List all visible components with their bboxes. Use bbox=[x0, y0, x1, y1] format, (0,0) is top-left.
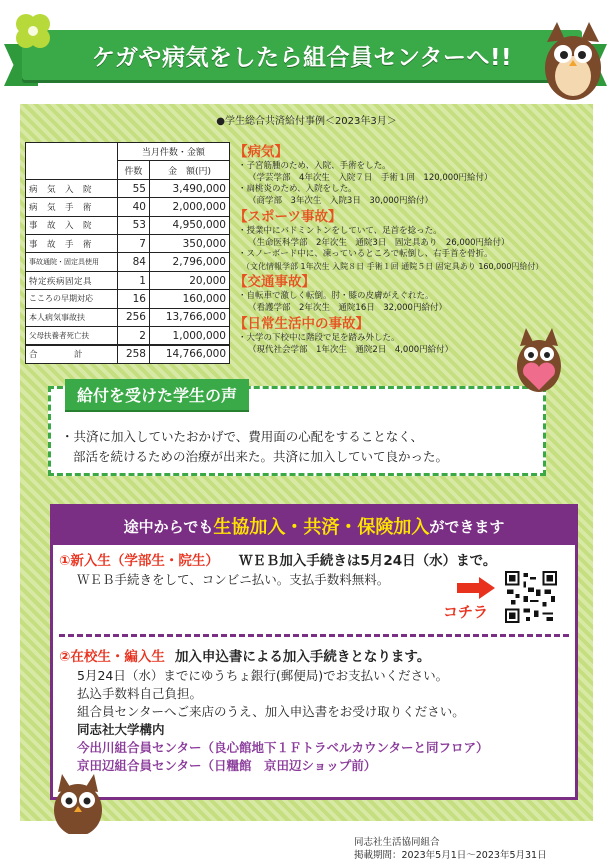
table-row bbox=[26, 290, 230, 308]
header-banner bbox=[22, 30, 582, 80]
example-detail: （学芸学部 4年次生 入院７日 手術１回 120,000円給付） bbox=[248, 172, 493, 183]
table-row bbox=[26, 216, 230, 234]
current-student-label: ②在校生・編入生 bbox=[59, 649, 165, 665]
current-student-title bbox=[59, 647, 569, 667]
new-student-title bbox=[59, 551, 569, 571]
table-row bbox=[26, 198, 230, 216]
web-deadline: ＷＥＢ加入手続きは5月24日（水）まで。 bbox=[238, 553, 497, 569]
example-detail: （文化情報学部 1年次生 入院８日 手術１回 通院５日 固定具あり 160,000円給付） bbox=[242, 261, 544, 271]
total-label: 合 計 bbox=[26, 345, 118, 364]
row-label: 本人病気事故扶 bbox=[26, 308, 118, 326]
category-heading-sports: 【スポーツ事故】 bbox=[234, 209, 342, 225]
campus-label: 同志社大学構内 bbox=[77, 722, 165, 737]
row-label: 父母扶養者死亡扶 bbox=[26, 327, 118, 345]
row-label: 事 故 入 院 bbox=[26, 216, 118, 234]
example-line: ・スノーボード中に、凍っているところで転倒し、右手首を骨折。 bbox=[238, 249, 493, 259]
row-count: 55 bbox=[117, 179, 149, 197]
row-count: 40 bbox=[117, 198, 149, 216]
example-detail: （商学部 3年次生 入院3日 30,000円給付） bbox=[248, 195, 434, 206]
example-line: ・大学の下校中に階段で足を踏み外した。 bbox=[238, 333, 400, 343]
example-detail: （看護学部 2年次生 通院16日 32,000円給付） bbox=[248, 302, 447, 313]
example-line: ・自転車で激しく転倒。肘・膝の皮膚がえぐれた。 bbox=[238, 291, 434, 301]
table-total-row bbox=[26, 345, 230, 364]
footer bbox=[354, 836, 547, 862]
new-student-section bbox=[59, 551, 569, 637]
join-info-box bbox=[50, 504, 578, 800]
row-amount: 3,490,000 bbox=[149, 179, 229, 197]
visit-note: 組合員センターへご来店のうえ、加入申込書をお受け取りください。 bbox=[77, 704, 465, 719]
application-form-note: 加入申込書による加入手続きとなります。 bbox=[174, 649, 431, 665]
row-amount: 4,950,000 bbox=[149, 216, 229, 234]
table-header-row bbox=[26, 143, 230, 161]
benefit-cases-table bbox=[25, 142, 230, 364]
col-amount-header: 金 額(円) bbox=[149, 161, 229, 179]
table-row bbox=[26, 308, 230, 326]
table-header-group: 当月件数・金額 bbox=[117, 143, 229, 161]
category-heading-traffic: 【交通事故】 bbox=[234, 274, 315, 290]
row-count: 7 bbox=[117, 235, 149, 253]
voice-box-tag: 給付を受けた学生の声 bbox=[65, 379, 249, 410]
imadegawa-center: 今出川組合員センター（良心館地下１Ｆトラベルカウンターと同フロア） bbox=[77, 740, 489, 755]
footer-period: 掲載期間：2023年5月1日～2023年5月31日 bbox=[354, 850, 547, 861]
student-voice-box bbox=[48, 386, 546, 476]
row-label: 事 故 手 術 bbox=[26, 235, 118, 253]
page-title: ケガや病気をしたら組合員センターへ!! bbox=[91, 44, 513, 71]
table-row bbox=[26, 327, 230, 345]
row-label: 事故通院・固定具使用 bbox=[26, 253, 118, 271]
qr-code-icon[interactable] bbox=[505, 571, 557, 623]
table-row bbox=[26, 235, 230, 253]
row-amount: 160,000 bbox=[149, 290, 229, 308]
row-amount: 2,796,000 bbox=[149, 253, 229, 271]
total-amount: 14,766,000 bbox=[149, 345, 229, 364]
example-line: ・授業中にバドミントンをしていて、足首を捻った。 bbox=[238, 226, 442, 236]
row-amount: 2,000,000 bbox=[149, 198, 229, 216]
voice-line: 部活を続けるための治療が出来た。共済に加入していて良かった。 bbox=[73, 449, 449, 464]
new-student-label: ①新入生（学部生・院生） bbox=[59, 553, 219, 569]
join-head-pre: 途中からでも bbox=[123, 517, 214, 536]
row-count: 16 bbox=[117, 290, 149, 308]
row-count: 1 bbox=[117, 271, 149, 289]
total-count: 258 bbox=[117, 345, 149, 364]
row-amount: 20,000 bbox=[149, 271, 229, 289]
payment-deadline: 5月24日（水）までにゆうちょ銀行(郵便局)でお支払いください。 bbox=[77, 668, 449, 683]
row-count: 256 bbox=[117, 308, 149, 326]
row-count: 53 bbox=[117, 216, 149, 234]
fee-note: 払込手数料自己負担。 bbox=[77, 686, 203, 701]
table-corner bbox=[26, 143, 118, 180]
row-label: 特定疾病固定具 bbox=[26, 271, 118, 289]
qr-link-label[interactable]: コチラ bbox=[443, 603, 489, 621]
voice-text bbox=[61, 427, 448, 467]
row-label: 病 気 手 術 bbox=[26, 198, 118, 216]
row-count: 84 bbox=[117, 253, 149, 271]
owl-with-heart-icon bbox=[508, 320, 570, 398]
table-row bbox=[26, 179, 230, 197]
row-label: こころの早期対応 bbox=[26, 290, 118, 308]
example-line: ・扁桃炎のため、入院をした。 bbox=[238, 184, 357, 194]
main-panel bbox=[20, 104, 593, 821]
col-count-header: 件数 bbox=[117, 161, 149, 179]
row-count: 2 bbox=[117, 327, 149, 345]
example-detail: （生命医科学部 2年次生 通院3日 固定具あり 26,000円給付） bbox=[248, 237, 510, 248]
section-subtitle: ●学生総合共済給付事例＜2023年3月＞ bbox=[216, 116, 397, 127]
voice-line: ・共済に加入していたおかげで、費用面の心配をすることなく、 bbox=[61, 429, 424, 444]
example-detail: （現代社会学部 1年次生 通院2日 4,000円給付） bbox=[248, 344, 454, 355]
owl-peeking-icon bbox=[48, 770, 108, 834]
table-row bbox=[26, 271, 230, 289]
table-row bbox=[26, 253, 230, 271]
current-student-section bbox=[59, 647, 569, 775]
owl-mascot-icon bbox=[537, 14, 609, 104]
arrow-right-icon bbox=[457, 577, 495, 599]
join-box-header bbox=[53, 507, 575, 545]
row-amount: 13,766,000 bbox=[149, 308, 229, 326]
footer-org: 同志社生活協同組合 bbox=[354, 837, 440, 848]
category-heading-daily: 【日常生活中の事故】 bbox=[234, 316, 369, 332]
row-amount: 350,000 bbox=[149, 235, 229, 253]
join-head-emphasis: 生協加入・共済・保険加入 bbox=[213, 517, 430, 538]
category-heading-illness: 【病気】 bbox=[234, 144, 288, 160]
join-head-post: ができます bbox=[429, 517, 505, 536]
kyotanabe-center: 京田辺組合員センター（日糧館 京田辺ショップ前） bbox=[77, 758, 377, 773]
row-label: 病 気 入 院 bbox=[26, 179, 118, 197]
row-amount: 1,000,000 bbox=[149, 327, 229, 345]
example-line: ・子宮筋腫のため、入院、手術をした。 bbox=[238, 161, 391, 171]
clover-icon bbox=[10, 8, 56, 54]
web-procedure-text: ＷＥＢ手続きをして、コンビニ払い。支払手数料無料。 bbox=[77, 572, 390, 587]
